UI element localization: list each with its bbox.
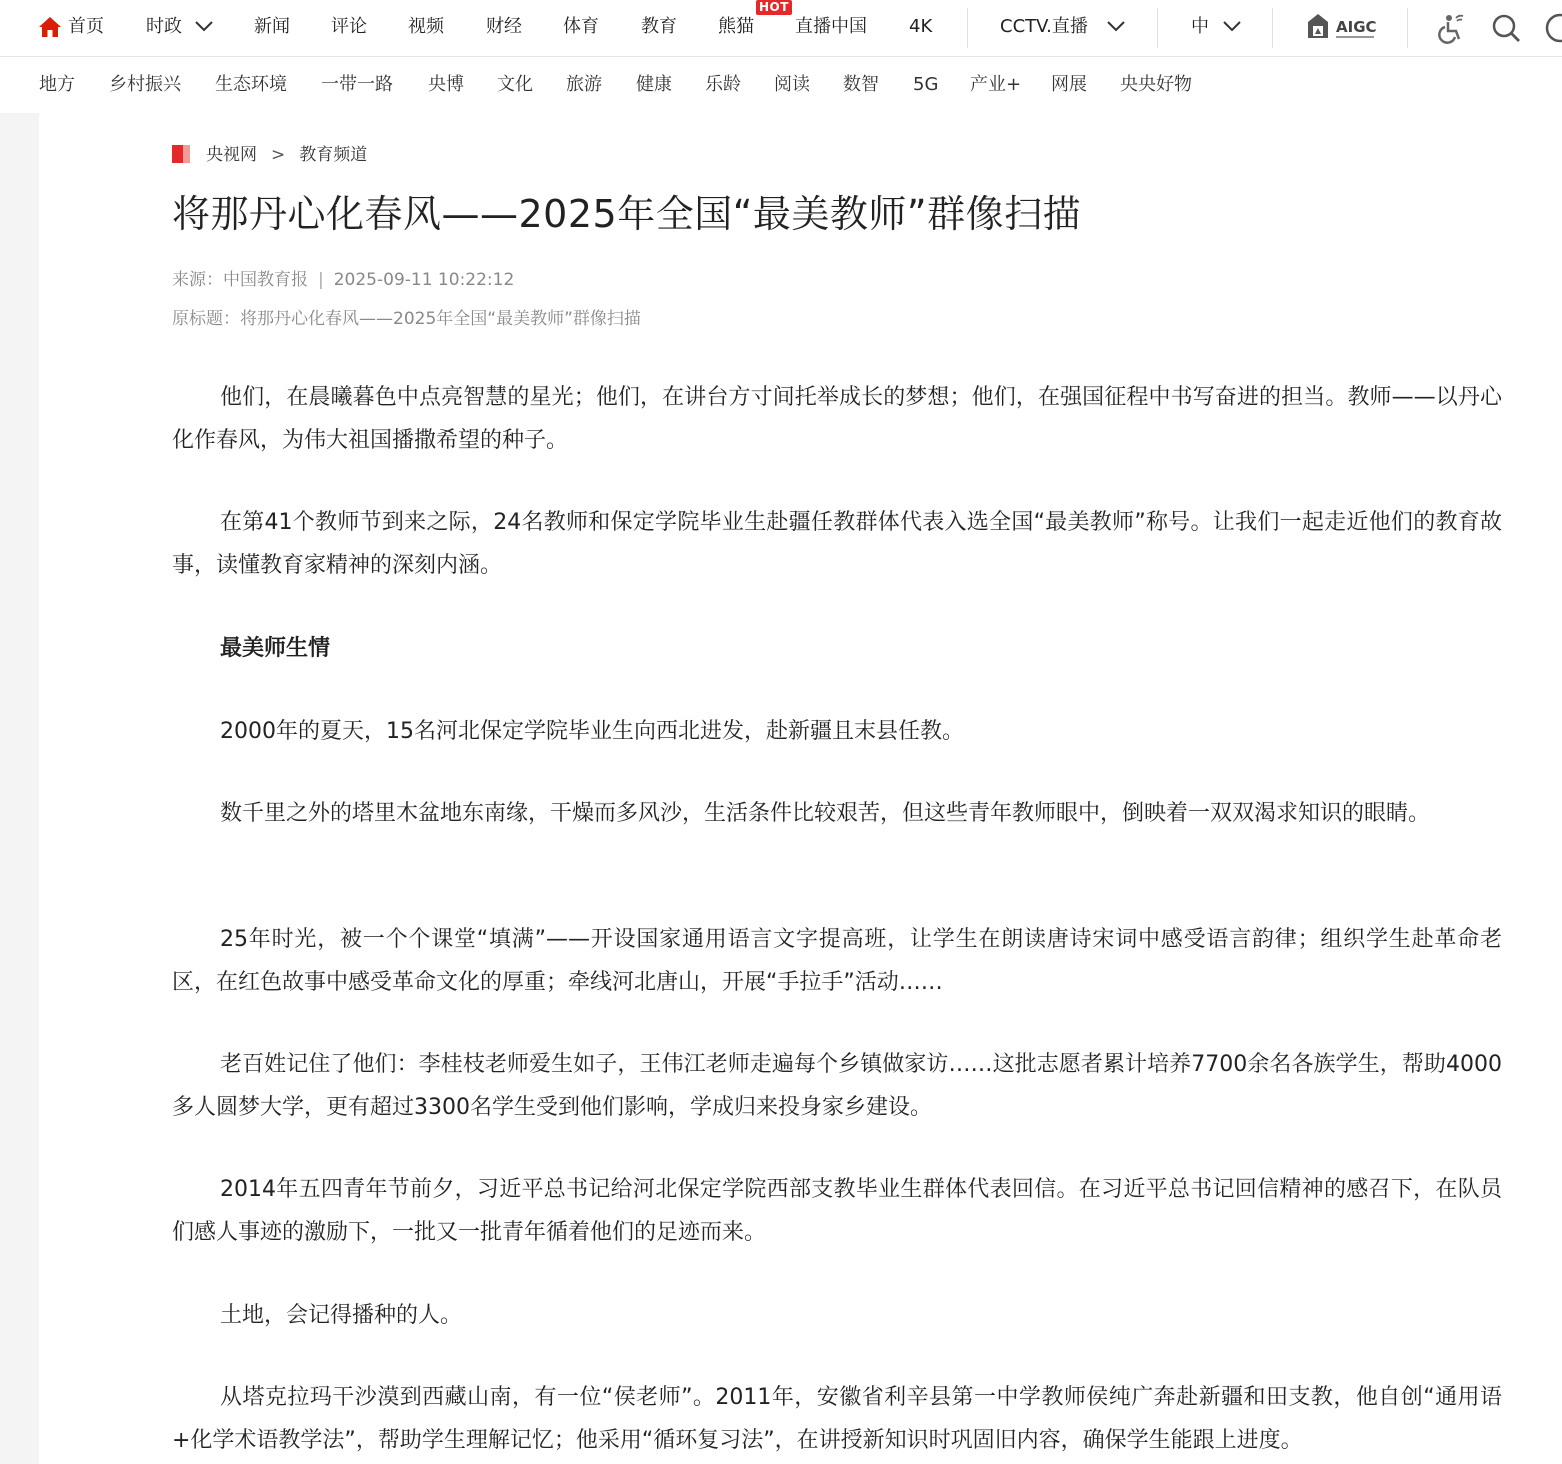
article-source: 来源：中国教育报	[172, 270, 308, 290]
subnav-item-elderly[interactable]: 乐龄	[705, 74, 741, 95]
breadcrumb-site-link[interactable]: 央视网	[206, 145, 257, 165]
subnav-item-health[interactable]: 健康	[636, 74, 672, 95]
language-selector[interactable]: 中	[1191, 16, 1209, 37]
nav-item-live-china[interactable]: 直播中国	[795, 16, 867, 37]
nav-item-news[interactable]: 新闻	[254, 16, 290, 37]
subnav-item-ecology[interactable]: 生态环境	[215, 74, 287, 95]
subnav-item-culture[interactable]: 文化	[497, 74, 533, 95]
article-paragraph: 土地，会记得播种的人。	[220, 1303, 463, 1328]
nav-item-finance[interactable]: 财经	[486, 16, 522, 37]
article-paragraph: 在第41个教师节到来之际，24名教师和保定学院毕业生赴疆任教群体代表入选全国“最美教师”称号。让我们一起走近他们的教育故事，读懂教育家精神的深刻内涵。	[172, 510, 1502, 578]
user-icon[interactable]	[1544, 12, 1562, 44]
subnav-item-local[interactable]: 地方	[39, 74, 75, 95]
article-paragraph: 数千里之外的塔里木盆地东南缘，干燥而多风沙，生活条件比较艰苦，但这些青年教师眼中，倒映着一双双渴求知识的眼睛。	[220, 801, 1431, 826]
aigc-logo[interactable]	[1306, 12, 1378, 42]
search-icon[interactable]	[1490, 12, 1522, 44]
section-heading: 最美师生情	[220, 636, 331, 661]
subnav-item-5g[interactable]: 5G	[913, 74, 939, 95]
nav-item-panda[interactable]: 熊猫	[718, 16, 754, 37]
article-paragraph: 25年时光，被一个个课堂“填满”——开设国家通用语言文字提高班，让学生在朗读唐诗宋词中感受语言韵律；组织学生赴革命老区，在红色故事中感受革命文化的厚重；牵线河北唐山，开展“手拉手”活动……	[172, 927, 1502, 995]
chevron-down-icon[interactable]	[1106, 18, 1126, 34]
subnav-item-exhibition[interactable]: 网展	[1051, 74, 1087, 95]
subnav-item-digital[interactable]: 数智	[843, 74, 879, 95]
subnav-item-industry[interactable]: 产业+	[970, 74, 1022, 95]
sub-nav	[0, 57, 1562, 113]
subnav-item-rural-revitalization[interactable]: 乡村振兴	[109, 74, 181, 95]
subnav-item-travel[interactable]: 旅游	[566, 74, 602, 95]
nav-item-comment[interactable]: 评论	[331, 16, 367, 37]
original-title: 原标题：将那丹心化春风——2025年全国“最美教师”群像扫描	[172, 309, 641, 329]
top-nav	[0, 0, 1562, 57]
nav-item-cctv-live[interactable]: CCTV.直播	[1000, 16, 1088, 37]
subnav-item-reading[interactable]: 阅读	[774, 74, 810, 95]
article-paragraph: 从塔克拉玛干沙漠到西藏山南，有一位“侯老师”。2011年，安徽省利辛县第一中学教师侯纯广奔赴新疆和田支教，他自创“通用语+化学术语教学法”，帮助学生理解记忆；他采用“循环复习法”，在讲授新知识时巩固旧内容，确保学生能跟上进度。	[172, 1385, 1502, 1453]
article-paragraph: 他们，在晨曦暮色中点亮智慧的星光；他们，在讲台方寸间托举成长的梦想；他们，在强国征程中书写奋进的担当。教师——以丹心化作春风，为伟大祖国播撒希望的种子。	[172, 385, 1502, 453]
breadcrumb-separator: >	[271, 145, 286, 165]
home-icon[interactable]	[38, 16, 62, 38]
subnav-item-yangbo[interactable]: 央博	[428, 74, 464, 95]
hot-badge: HOT	[756, 0, 792, 15]
subnav-item-goods[interactable]: 央央好物	[1120, 74, 1192, 95]
article-paragraph: 老百姓记住了他们：李桂枝老师爱生如子，王伟江老师走遍每个乡镇做家访……这批志愿者累计培养7700余名各族学生，帮助4000多人圆梦大学，更有超过3300名学生受到他们影响，学成归来投身家乡建设。	[172, 1052, 1502, 1120]
page-title: 将那丹心化春风——2025年全国“最美教师”群像扫描	[172, 192, 1082, 236]
nav-item-sports[interactable]: 体育	[563, 16, 599, 37]
article-paragraph: 2000年的夏天，15名河北保定学院毕业生向西北进发，赴新疆且末县任教。	[220, 719, 964, 744]
article-paragraph: 2014年五四青年节前夕，习近平总书记给河北保定学院西部支教毕业生群体代表回信。在习近平总书记回信精神的感召下，在队员们感人事迹的激励下，一批又一批青年循着他们的足迹而来。	[172, 1177, 1502, 1245]
nav-item-4k[interactable]: 4K	[909, 16, 933, 37]
nav-item-politics[interactable]: 时政	[146, 16, 182, 37]
nav-divider	[1407, 8, 1408, 48]
nav-home-link[interactable]: 首页	[68, 16, 104, 37]
chevron-down-icon[interactable]	[194, 18, 214, 34]
nav-divider	[1157, 8, 1158, 48]
breadcrumb-channel-link[interactable]: 教育频道	[299, 145, 368, 165]
svg-text:AIGC: AIGC	[1336, 18, 1377, 36]
meta-separator: |	[318, 270, 324, 290]
accessibility-icon[interactable]	[1436, 12, 1468, 44]
chevron-down-icon[interactable]	[1222, 18, 1242, 34]
nav-divider	[967, 8, 968, 48]
left-gutter	[0, 113, 39, 1464]
article-timestamp: 2025-09-11 10:22:12	[333, 270, 515, 290]
breadcrumb	[172, 142, 367, 168]
article-meta	[172, 268, 514, 292]
subnav-item-belt-road[interactable]: 一带一路	[321, 74, 393, 95]
nav-item-video[interactable]: 视频	[408, 16, 444, 37]
channel-flag-icon	[172, 145, 190, 163]
nav-item-education[interactable]: 教育	[641, 16, 677, 37]
nav-divider	[1272, 8, 1273, 48]
